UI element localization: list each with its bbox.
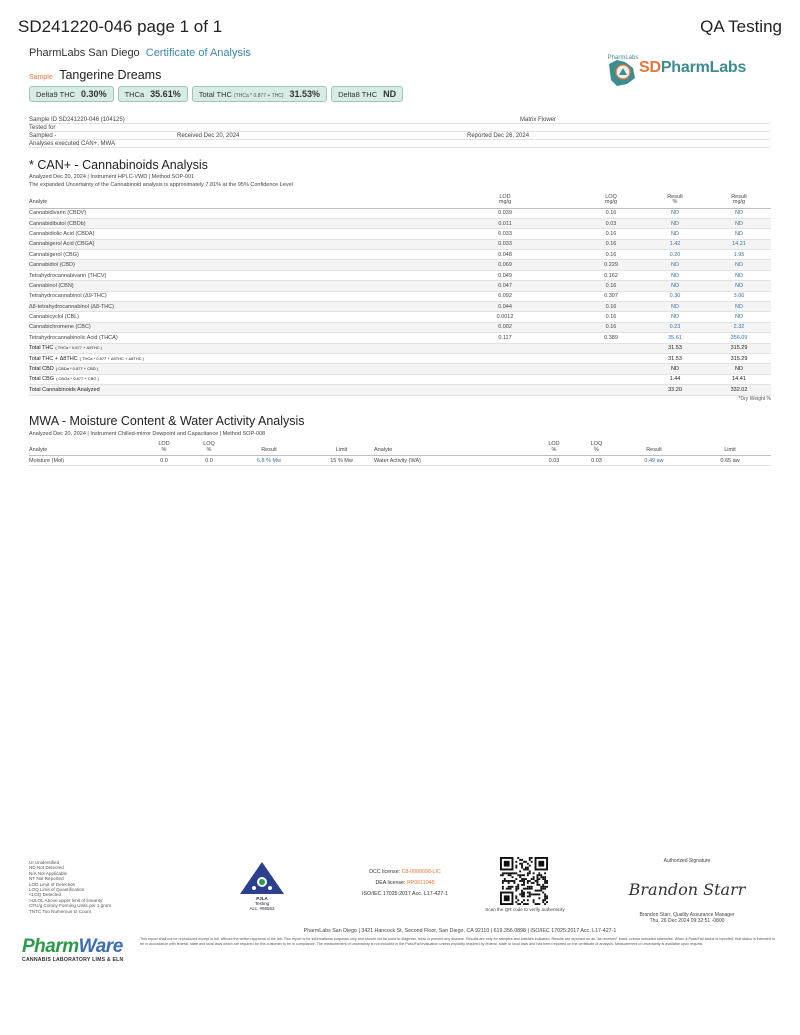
doc-id-page: SD241220-046 page 1 of 1	[18, 17, 223, 36]
cell-result-pct: 35.61	[643, 333, 707, 343]
cell-loq: 0.16	[579, 239, 643, 249]
cell-analyte: Cannabigerol (CBG)	[29, 250, 431, 260]
cell-analyte: Cannabichromene (CBC)	[29, 322, 431, 332]
total-row	[29, 385, 771, 395]
lab-name: PharmLabs San Diego	[29, 47, 140, 59]
mwa-analyzed-line: Analyzed Dec 20, 2024 | Instrument Chilled-mirror Dewpoint and Capacitance | Method SOP-008	[29, 431, 266, 437]
cell-result-pct: 1.42	[643, 239, 707, 249]
signature-block	[612, 858, 762, 924]
cell-analyte: Cannabidiolic Acid (CBDA)	[29, 229, 431, 239]
legend-item: CFU/g Colony Forming Units per 1 gram	[29, 903, 112, 909]
cell-loq	[579, 385, 643, 395]
abbreviation-legend	[29, 860, 149, 914]
cell-result-mg: 3.00	[707, 291, 771, 301]
table-row	[29, 281, 771, 291]
table-row	[29, 302, 771, 312]
table-row	[29, 218, 771, 228]
cell-result-pct: 31.53	[643, 353, 707, 363]
col-limit: Limit	[689, 442, 771, 456]
cell-result-mg: ND	[707, 208, 771, 218]
pjla-triangle-icon	[236, 860, 288, 896]
cell-loq	[579, 343, 643, 353]
cannabinoid-table	[29, 194, 771, 396]
col-limit: Limit	[309, 442, 374, 456]
cell-result-mg: ND	[707, 281, 771, 291]
col-result: Result	[619, 442, 689, 456]
cell-result-pct: ND	[643, 229, 707, 239]
cell-lod	[431, 374, 579, 384]
cell-result-mg: 14.21	[707, 239, 771, 249]
cell-result-pct: ND	[643, 270, 707, 280]
lab-line	[29, 47, 251, 59]
cell-result-pct: 1.44	[643, 374, 707, 384]
qa-testing-label: QA Testing	[700, 17, 782, 36]
cell-result-mg: ND	[707, 270, 771, 280]
meta-row	[29, 116, 771, 124]
moisture-result: 6.8 % Mw	[229, 456, 309, 466]
cell-lod: 0.033	[431, 239, 579, 249]
pill-delta8-thc: Delta8 THC ND	[331, 86, 403, 102]
pjla-text: PJLA Testing Acc. #95563	[249, 896, 275, 911]
meta-row	[29, 124, 771, 132]
cell-result-pct: ND	[643, 281, 707, 291]
table-row	[29, 239, 771, 249]
water-activity-result: 0.49 aw	[619, 456, 689, 466]
water-activity-loq: 0.03	[574, 456, 619, 466]
total-row	[29, 353, 771, 363]
col-analyte: Analyte	[29, 442, 139, 456]
col-result-pct: Result %	[643, 194, 707, 208]
total-row	[29, 364, 771, 374]
pharmware-wordmark: PharmWare	[22, 936, 123, 957]
col-loq: LOQ mg/g	[579, 194, 643, 208]
cell-result-pct: ND	[643, 218, 707, 228]
legend-item: UI Unidentified	[29, 860, 60, 865]
cell-result-pct: 0.30	[643, 291, 707, 301]
table-row	[29, 322, 771, 332]
pharmware-logo	[22, 936, 132, 963]
moisture-analyte: Moisture (Mol)	[29, 456, 139, 466]
can-analyzed-line: Analyzed Dec 20, 2024 | Instrument HPLC-VWD | Method SOP-001	[29, 174, 195, 180]
analyses-executed: Analyses executed CAN+, MWA	[29, 141, 115, 147]
moisture-table	[29, 442, 771, 466]
legend-item: N/A Not Applicable	[29, 870, 68, 876]
doc-type: Certificate of Analysis	[145, 47, 251, 59]
sample-meta	[29, 116, 771, 148]
cell-total-label: Total CBG ( CBGa * 0.877 + CBG )	[29, 374, 431, 384]
cell-result-pct: 0.20	[643, 250, 707, 260]
pjla-accreditation	[236, 860, 288, 920]
col-lod: LOD mg/g	[431, 194, 579, 208]
cell-loq: 0.16	[579, 208, 643, 218]
cell-result-pct: 33.20	[643, 385, 707, 395]
cell-result-mg: ND	[707, 302, 771, 312]
cell-loq: 0.229	[579, 260, 643, 270]
tested-for: Tested for	[29, 125, 56, 131]
table-row	[29, 208, 771, 218]
cell-lod: 0.048	[431, 250, 579, 260]
cell-result-mg: ND	[707, 312, 771, 322]
cell-result-mg: 1.95	[707, 250, 771, 260]
cell-result-pct: ND	[643, 302, 707, 312]
cell-lod: 0.044	[431, 302, 579, 312]
total-row	[29, 343, 771, 353]
water-activity-analyte: Water Activity (WA)	[374, 456, 534, 466]
moisture-loq: 0.0	[189, 456, 229, 466]
cell-lod: 0.069	[431, 260, 579, 270]
dea-license: DEA license: RP0611045	[375, 880, 435, 886]
cell-loq: 0.162	[579, 270, 643, 280]
cell-analyte: Cannabigerol Acid (CBGA)	[29, 239, 431, 249]
cell-result-mg: ND	[707, 218, 771, 228]
logo-wordmark: SDPharmLabs	[639, 59, 747, 76]
cell-result-mg: ND	[707, 229, 771, 239]
cell-analyte: Cannabidiol (CBD)	[29, 260, 431, 270]
cell-result-mg: ND	[707, 260, 771, 270]
col-lod: LOD %	[139, 442, 189, 456]
cell-result-mg: ND	[707, 364, 771, 374]
cell-lod: 0.033	[431, 229, 579, 239]
cell-result-mg: 315.29	[707, 353, 771, 363]
cell-result-mg: 315.29	[707, 343, 771, 353]
cell-analyte: Tetrahydrocannabinol (Δ9-THC)	[29, 291, 431, 301]
col-analyte: Analyte	[29, 194, 431, 208]
cell-lod: 0.047	[431, 281, 579, 291]
legend-item: LOD Limit of Detection	[29, 881, 76, 887]
cell-lod	[431, 385, 579, 395]
qr-caption: Scan the QR code to verify authenticity	[485, 907, 565, 912]
pill-total-thc: Total THC (THCa * 0.877 + THC) 31.53%	[192, 86, 327, 102]
received: Received Dec 20, 2024	[177, 133, 240, 139]
col-analyte: Analyte	[374, 442, 534, 456]
col-loq: LOQ %	[574, 442, 619, 456]
pharmware-tagline: CANNABIS LABORATORY LIMS & ELN	[22, 957, 124, 963]
cell-lod: 0.039	[431, 208, 579, 218]
cell-result-mg: 356.09	[707, 333, 771, 343]
svg-text:PharmLabs: PharmLabs	[607, 55, 639, 61]
legend-item: TNTC Too Numerous to Count	[29, 908, 91, 914]
pill-thca: THCa 35.61%	[118, 86, 188, 102]
table-row	[29, 333, 771, 343]
cell-lod	[431, 353, 579, 363]
cell-loq: 0.16	[579, 250, 643, 260]
mwa-section-title: MWA - Moisture Content & Water Activity Analysis	[29, 414, 305, 428]
cell-loq	[579, 374, 643, 384]
cell-lod	[431, 343, 579, 353]
cell-lod: 0.092	[431, 291, 579, 301]
cell-result-mg: 332.02	[707, 385, 771, 395]
license-block	[330, 867, 480, 900]
cell-lod	[431, 364, 579, 374]
cell-loq: 0.16	[579, 229, 643, 239]
legend-item: ND Not Detected	[29, 865, 64, 871]
matrix: Matrix Flower	[520, 117, 557, 123]
cell-loq: 0.03	[579, 218, 643, 228]
iso-accreditation: ISO/IEC 17025:2017 Acc. L17-427-1	[362, 891, 448, 897]
cell-result-pct: ND	[643, 260, 707, 270]
table-header	[29, 442, 771, 456]
cell-lod: 0.049	[431, 270, 579, 280]
col-result-mg: Result mg/g	[707, 194, 771, 208]
page-header	[18, 14, 782, 40]
cell-total-label: Total THC + Δ8THC ( THCa * 0.877 + Δ9THC + Δ8THC )	[29, 353, 431, 363]
lab-address: PharmLabs San Diego | 3421 Hancock St, Second Floor, San Diego, CA 92110 | 619.356.0898 | ISO/IEC 17025:2017 Acc. L17-427-1	[303, 928, 617, 934]
meta-row	[29, 140, 771, 148]
cell-lod: 0.117	[431, 333, 579, 343]
cell-analyte: Cannabinol (CBN)	[29, 281, 431, 291]
signer-info: Brandon Starr, Quality Assurance Manager Thu, 26 Dec 2024 09:32:51 -0800	[639, 912, 735, 924]
reported: Reported Dec 26, 2024	[467, 133, 530, 139]
water-activity-lod: 0.03	[534, 456, 574, 466]
table-row	[29, 456, 771, 466]
water-activity-limit: 0.65 aw	[689, 456, 771, 466]
cell-analyte: Cannabicyclol (CBL)	[29, 312, 431, 322]
moisture-limit: 15 % Mw	[309, 456, 374, 466]
table-row	[29, 270, 771, 280]
col-loq: LOQ %	[189, 442, 229, 456]
cell-result-pct: ND	[643, 364, 707, 374]
cell-total-label: Total THC ( THCa * 0.877 + Δ9THC )	[29, 343, 431, 353]
cell-result-pct: ND	[643, 312, 707, 322]
total-row	[29, 374, 771, 384]
can-uncertainty-line: The expanded Uncertainty of the Cannabinoid analysis is approximately 7.81% at the 95% Confidence Level	[29, 182, 293, 188]
cell-loq	[579, 353, 643, 363]
legend-item: NT Not Reported	[29, 876, 64, 882]
table-row	[29, 229, 771, 239]
cell-loq	[579, 364, 643, 374]
verification-qr-code[interactable]	[500, 857, 548, 905]
cell-analyte: Tetrahydrocannabinolic Acid (THCA)	[29, 333, 431, 343]
sample-name: Tangerine Dreams	[59, 68, 162, 82]
cell-lod: 0.002	[431, 322, 579, 332]
cell-total-label: Total CBD ( CBDa * 0.877 + CBD )	[29, 364, 431, 374]
cell-loq: 0.16	[579, 302, 643, 312]
cell-result-pct: 0.23	[643, 322, 707, 332]
sampled: Sampled -	[29, 133, 57, 139]
signature-label: Authorized Signature	[663, 858, 711, 864]
cell-analyte: Cannabidivarin (CBDV)	[29, 208, 431, 218]
table-row	[29, 260, 771, 270]
cell-result-pct: ND	[643, 208, 707, 218]
summary-pills	[29, 86, 403, 102]
cell-loq: 0.16	[579, 322, 643, 332]
cell-result-mg: 14.41	[707, 374, 771, 384]
cell-lod: 0.0012	[431, 312, 579, 322]
pill-delta9-thc: Delta9 THC 0.30%	[29, 86, 114, 102]
meta-row	[29, 132, 771, 140]
sample-line	[29, 66, 161, 84]
sample-tag: Sample	[29, 74, 53, 81]
cell-loq: 0.16	[579, 281, 643, 291]
can-section-title: * CAN+ - Cannabinoids Analysis	[29, 158, 208, 172]
moisture-lod: 0.0	[139, 456, 189, 466]
cell-total-label: Total Cannabinoids Analyzed	[29, 385, 431, 395]
legend-item: <LOQ Detected	[29, 892, 62, 898]
cell-result-mg: 2.32	[707, 322, 771, 332]
legal-disclaimer: This report shall not be reproduced except in full, without the written approval of the lab. This report is for informational purposes only and should not be used to diagnose, treat or prevent any disease. Results are only for samples and batches indicated. Results are reported on an "as received" basis, unless indicated otherwise. When a Pass/Fail status is reported, that status is intended to be in accordance with federal, state and local laws which are required for this customer to be in compliance. The measurement of uncertainty is not included in the Pass/Fail evaluation unless explicitly required by federal, state or local laws and has been reported on the certificate of analysis. Measurement of uncertainty is available upon request.	[140, 937, 775, 946]
legend-item: LOQ Limit of Quantification	[29, 887, 85, 893]
pharmlabs-logo	[603, 50, 773, 92]
handwritten-signature: Brandon Starr	[628, 880, 746, 899]
cell-analyte: Cannabidibutol (CBDb)	[29, 218, 431, 228]
dcc-license: DCC license: C8-0000098-LIC	[369, 869, 441, 875]
cell-analyte: Tetrahydrocannabivarin (THCV)	[29, 270, 431, 280]
cell-analyte: Δ8-tetrahydrocannabinol (Δ8-THC)	[29, 302, 431, 312]
legend-item: >ULOL Above upper limit of linearity	[29, 897, 103, 903]
dry-weight-note: *Dry Weight %	[738, 396, 771, 402]
cell-loq: 0.389	[579, 333, 643, 343]
col-result: Result	[229, 442, 309, 456]
cell-loq: 0.16	[579, 312, 643, 322]
table-row	[29, 291, 771, 301]
col-lod: LOD %	[534, 442, 574, 456]
sample-id: Sample ID SD241220-046 (104125)	[29, 117, 125, 123]
cell-result-pct: 31.53	[643, 343, 707, 353]
table-row	[29, 312, 771, 322]
table-row	[29, 250, 771, 260]
table-header	[29, 194, 771, 208]
cell-loq: 0.307	[579, 291, 643, 301]
cell-lod: 0.011	[431, 218, 579, 228]
